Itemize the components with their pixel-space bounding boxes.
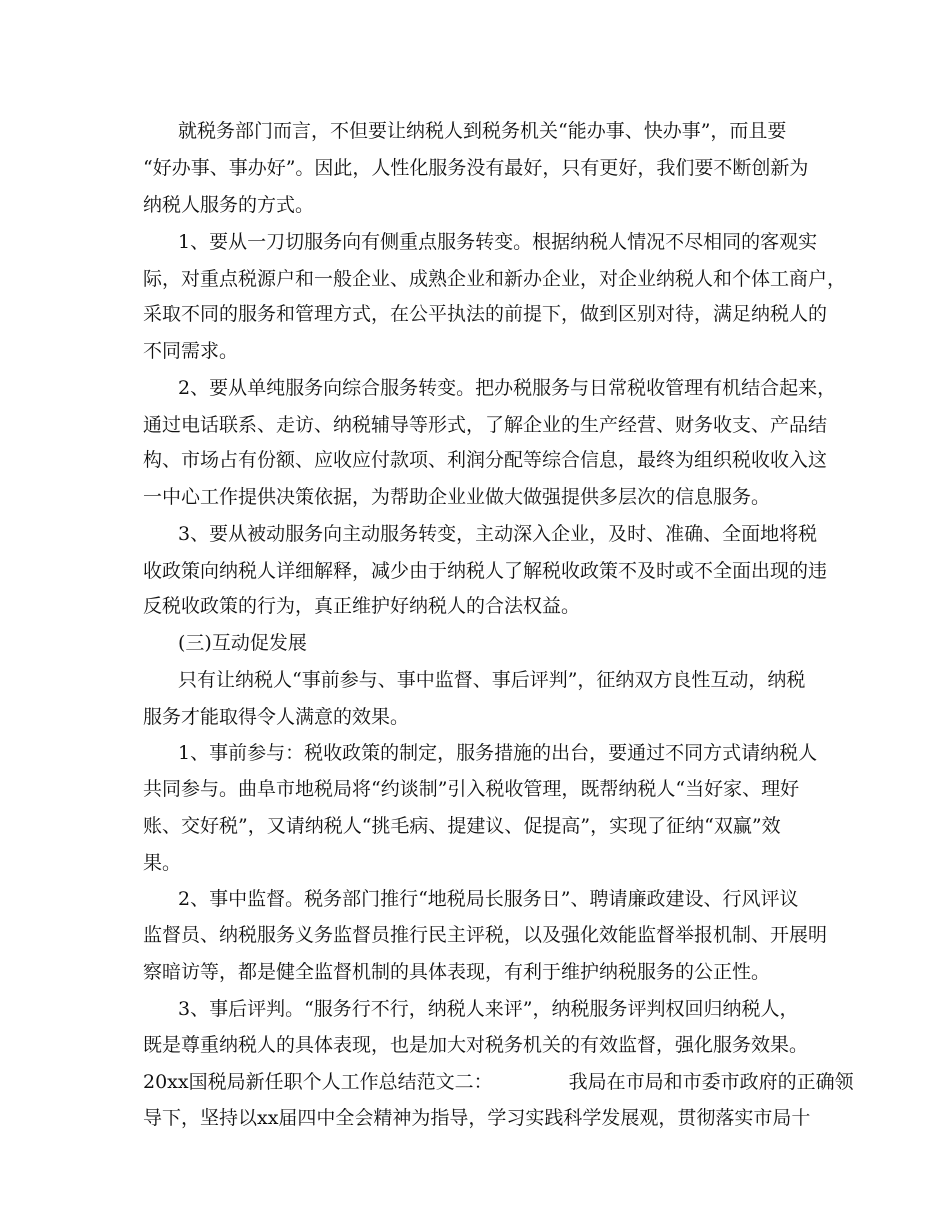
paragraph-line: 构、市场占有份额、应收应付款项、利润分配等综合信息，最终为组织税收收入这 (143, 449, 828, 471)
paragraph-line: 既是尊重纳税人的具体表现，也是加大对税务机关的有效监督，强化服务效果。 (143, 1034, 809, 1056)
paragraph-line: 纳税人服务的方式。 (143, 194, 315, 216)
paragraph-line: 3、事后评判。“服务行不行，纳税人来评”，纳税服务评判权回归纳税人， (178, 998, 799, 1020)
paragraph-line: 收政策向纳税人详细解释，减少由于纳税人了解税收政策不及时或不全面出现的违 (143, 560, 828, 582)
paragraph-line: 只有让纳税人“事前参与、事中监督、事后评判”，征纳双方良性互动，纳税 (178, 669, 806, 691)
paragraph-line: 果。 (143, 852, 182, 874)
paragraph-line: 1、要从一刀切服务向有侧重点服务转变。根据纳税人情况不尽相同的客观实 (178, 231, 818, 253)
paragraph-line: 不同需求。 (143, 340, 239, 362)
section-title-line (143, 1064, 854, 1100)
paragraph-line: 际，对重点税源户和一般企业、成熟企业和新办企业，对企业纳税人和个体工商户， (143, 268, 847, 290)
paragraph-line: 导下，坚持以xx届四中全会精神为指导，学习实践科学发展观，贯彻落实市局十 (143, 1107, 811, 1129)
paragraph-line: 通过电话联系、走访、纳税辅导等形式，了解企业的生产经营、财务收支、产品结 (143, 414, 828, 436)
paragraph-line: 共同参与。曲阜市地税局将“约谈制”引入税收管理，既帮纳税人“当好家、理好 (143, 778, 800, 800)
paragraph-line: 2、事中监督。税务部门推行“地税局长服务日”、聘请廉政建设、行风评议 (178, 888, 799, 910)
paragraph-line: 服务才能取得令人满意的效果。 (143, 706, 410, 728)
paragraph-line: 1、事前参与：税收政策的制定，服务措施的出台，要通过不同方式请纳税人 (178, 742, 818, 764)
paragraph-line: 反税收政策的行为，真正维护好纳税人的合法权益。 (143, 595, 581, 617)
paragraph-line: 监督员、纳税服务义务监督员推行民主评税，以及强化效能监督举报机制、开展明 (143, 924, 828, 946)
paragraph-line: 一中心工作提供决策依据，为帮助企业业做大做强提供多层次的信息服务。 (143, 486, 771, 508)
paragraph-line: 2、要从单纯服务向综合服务转变。把办税服务与日常税收管理有机结合起来， (178, 377, 837, 399)
paragraph-line: 账、交好税”，又请纳税人“挑毛病、提建议、促提高”，实现了征纳“双赢”效 (143, 815, 781, 837)
paragraph-line: 就税务部门而言，不但要让纳税人到税务机关“能办事、快办事”，而且要 (178, 120, 787, 142)
section-title: 20xx国税局新任职个人工作总结范文二： (143, 1071, 493, 1093)
paragraph-line: 察暗访等，都是健全监督机制的具体表现，有利于维护纳税服务的公正性。 (143, 961, 771, 983)
section-heading: (三)互动促发展 (178, 632, 307, 654)
paragraph-line: 采取不同的服务和管理方式，在公平执法的前提下，做到区别对待，满足纳税人的 (143, 303, 828, 325)
paragraph-line: 3、要从被动服务向主动服务转变，主动深入企业，及时、准确、全面地将税 (178, 523, 818, 545)
paragraph-start: 我局在市局和市委市政府的正确领 (568, 1071, 854, 1093)
paragraph-line: “好办事、事办好”。因此，人性化服务没有最好，只有更好，我们要不断创新为 (143, 157, 809, 179)
